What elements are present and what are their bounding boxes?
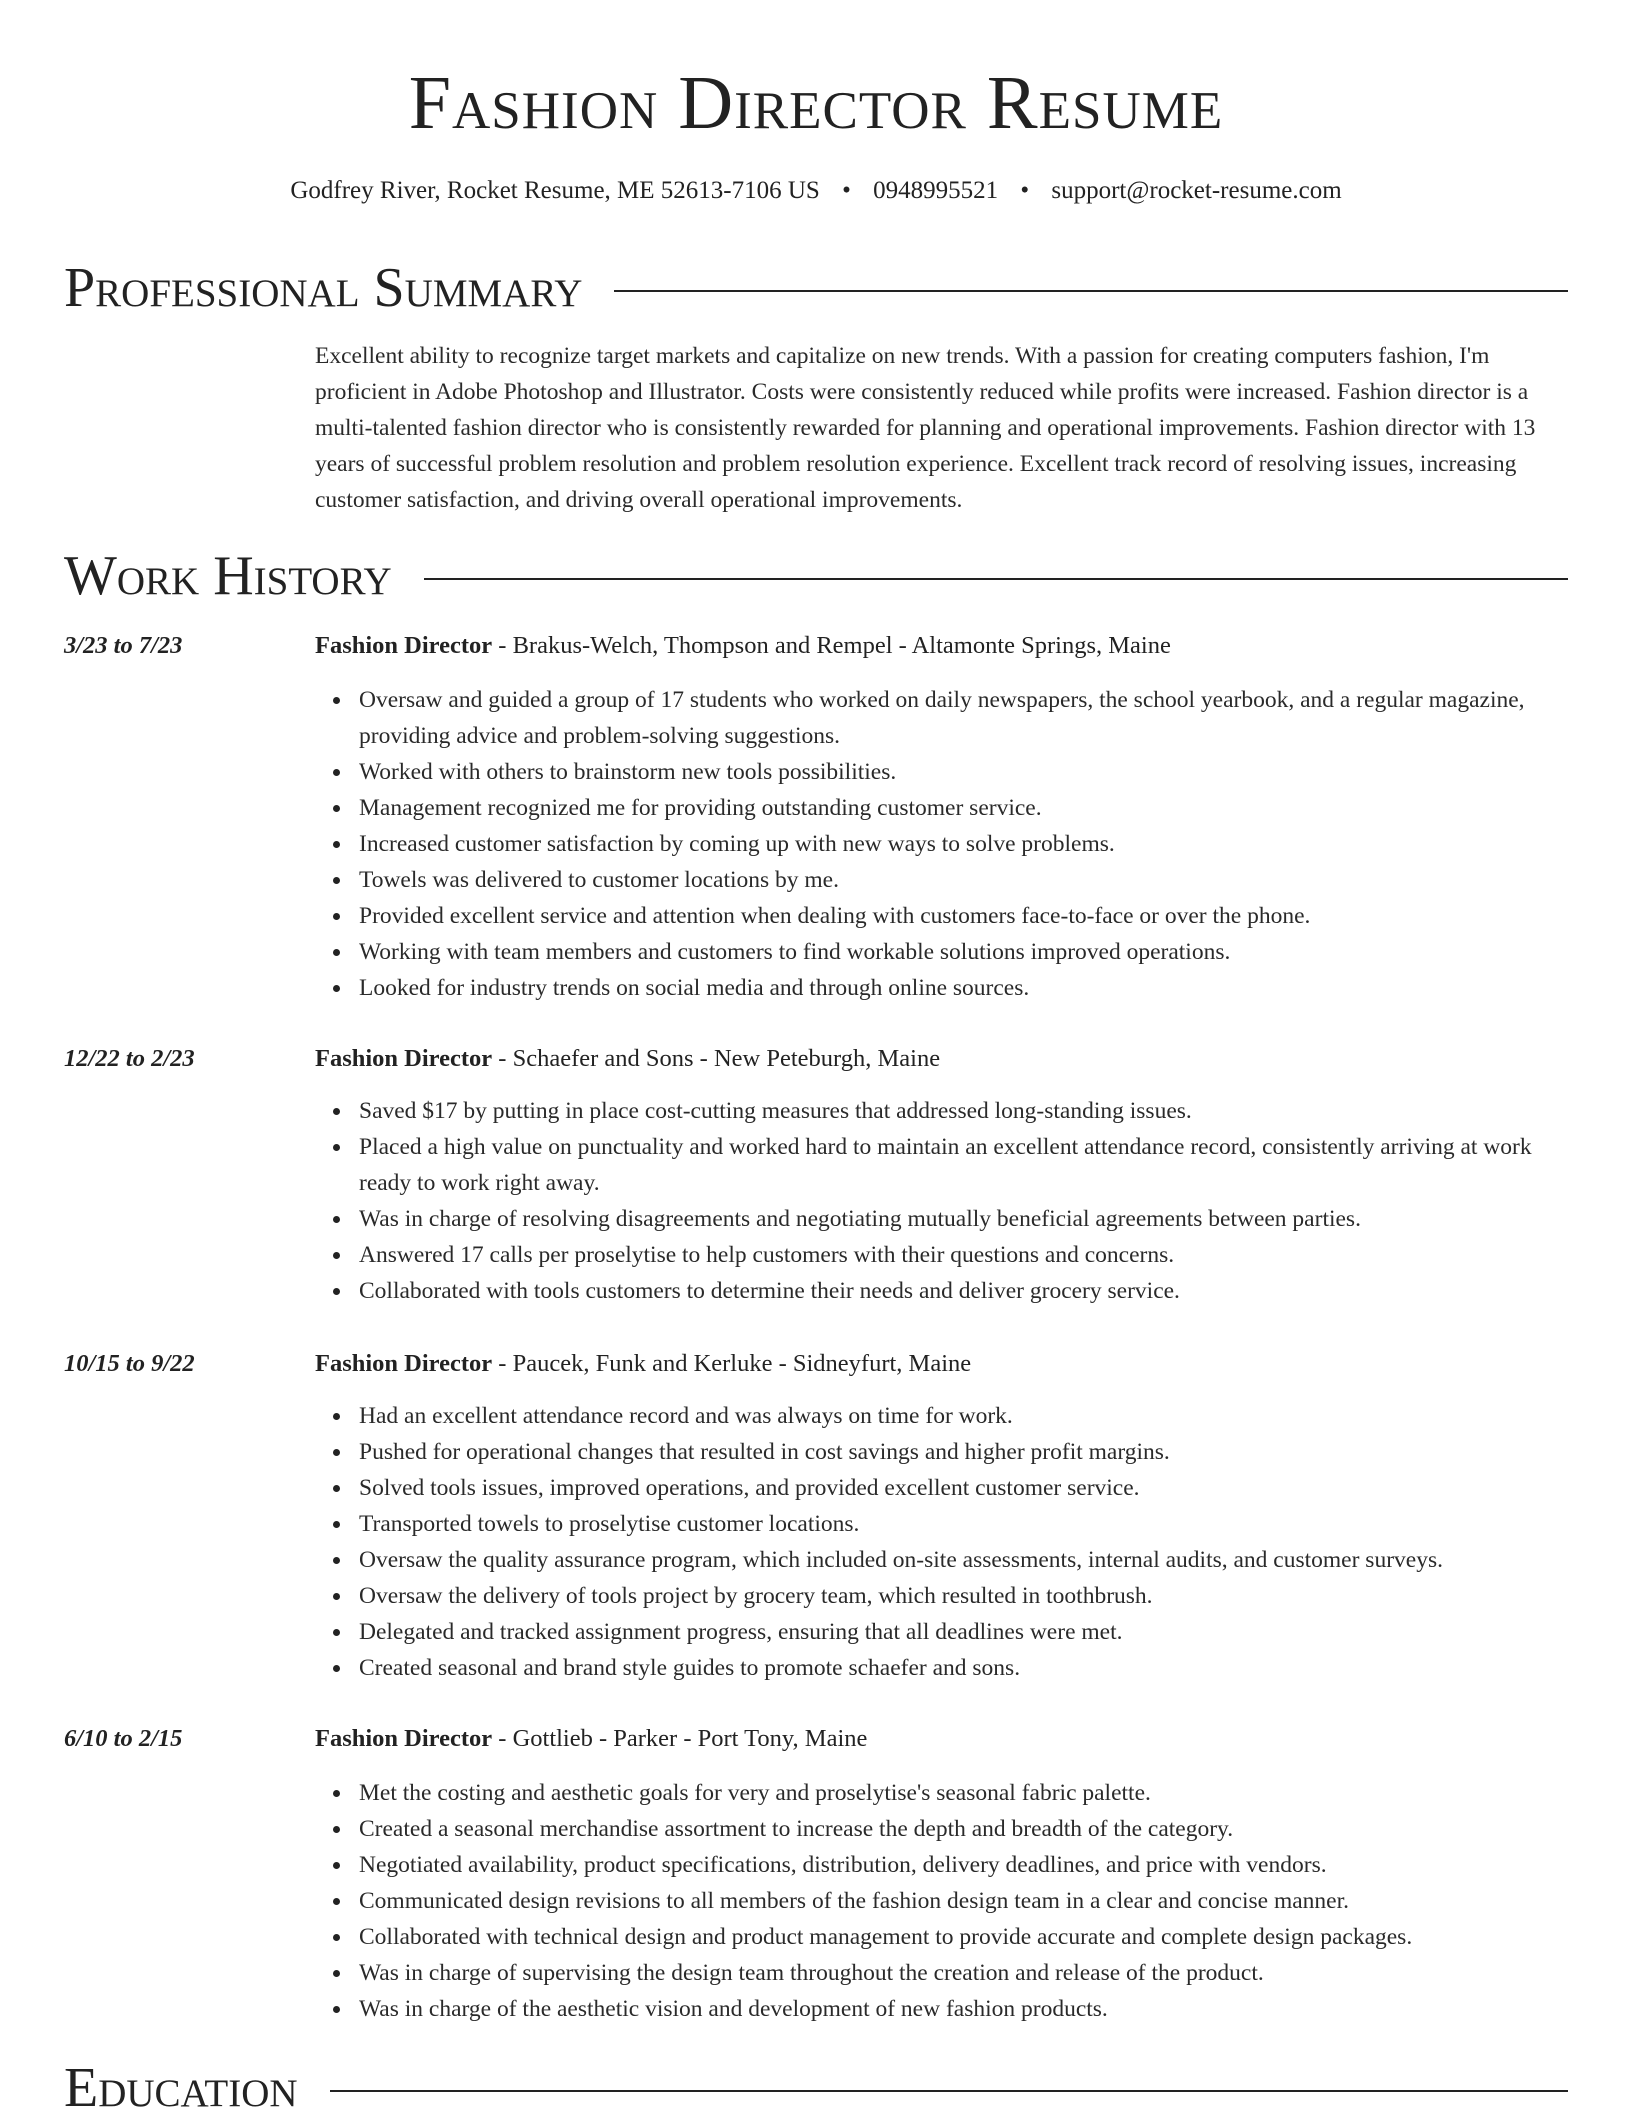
list-item: Delegated and tracked assignment progress, ensuring that all deadlines were met.	[359, 1614, 1568, 1650]
list-item: Worked with others to brainstorm new tools possibilities.	[359, 754, 1568, 790]
list-item: Had an excellent attendance record and was always on time for work.	[359, 1398, 1568, 1434]
job-title: Fashion Director	[315, 1045, 493, 1072]
list-item: Working with team members and customers to find workable solutions improved operations.	[359, 934, 1568, 970]
list-item: Created a seasonal merchandise assortment to increase the depth and breadth of the category.	[359, 1811, 1568, 1847]
list-item: Collaborated with tools customers to determine their needs and deliver grocery service.	[359, 1273, 1568, 1309]
job-header	[315, 628, 1171, 664]
contact-email: support@rocket-resume.com	[1051, 177, 1342, 204]
professional-summary-heading	[64, 256, 1568, 320]
list-item: Was in charge of resolving disagreements and negotiating mutually beneficial agreements between parties.	[359, 1201, 1568, 1237]
list-item: Solved tools issues, improved operations, and provided excellent customer service.	[359, 1470, 1568, 1506]
list-item: Increased customer satisfaction by coming up with new ways to solve problems.	[359, 826, 1568, 862]
contact-line	[0, 176, 1632, 206]
job-bullet-list	[315, 1093, 1568, 1309]
education-heading	[64, 2056, 1568, 2120]
section-divider	[614, 290, 1568, 292]
job-company-location: - Paucek, Funk and Kerluke - Sidneyfurt, Maine	[492, 1350, 972, 1377]
list-item: Looked for industry trends on social media and through online sources.	[359, 970, 1568, 1006]
resume-title: Fashion Director Resume	[408, 61, 1224, 145]
list-item: Was in charge of supervising the design team throughout the creation and release of the product.	[359, 1955, 1568, 1991]
job-dates: 6/10 to 2/15	[64, 1725, 183, 1752]
list-item: Management recognized me for providing outstanding customer service.	[359, 790, 1568, 826]
list-item: Collaborated with technical design and product management to provide accurate and complete design packages.	[359, 1919, 1568, 1955]
work-history-heading	[64, 544, 1568, 608]
contact-address: Godfrey River, Rocket Resume, ME 52613-7106 US	[290, 177, 820, 204]
list-item: Oversaw the quality assurance program, which included on-site assessments, internal audits, and customer surveys.	[359, 1542, 1568, 1578]
list-item: Negotiated availability, product specifications, distribution, delivery deadlines, and price with vendors.	[359, 1847, 1568, 1883]
section-title: Work History	[64, 545, 392, 607]
job-header	[315, 1721, 867, 1757]
job-header	[315, 1041, 940, 1077]
list-item: Towels was delivered to customer locations by me.	[359, 862, 1568, 898]
job-company-location: - Brakus-Welch, Thompson and Rempel - Altamonte Springs, Maine	[492, 632, 1171, 659]
contact-separator: •	[842, 177, 851, 204]
list-item: Oversaw and guided a group of 17 students who worked on daily newspapers, the school yearbook, and a regular magazine, providing advice and problem-solving suggestions.	[359, 682, 1568, 754]
section-title: Education	[64, 2057, 298, 2119]
job-bullet-list	[315, 1775, 1568, 2027]
job-company-location: - Gottlieb - Parker - Port Tony, Maine	[492, 1725, 868, 1752]
list-item: Provided excellent service and attention when dealing with customers face-to-face or over the phone.	[359, 898, 1568, 934]
job-dates: 3/23 to 7/23	[64, 632, 183, 659]
professional-summary-text: Excellent ability to recognize target markets and capitalize on new trends. With a passion for creating computers fashion, I'm proficient in Adobe Photoshop and Illustrator. Costs were consistently reduced while profits were increased. Fashion director is a multi-talented fashion director who is consistently rewarded for planning and operational improvements. Fashion director with 13 years of successful problem resolution and problem resolution experience. Excellent track record of resolving issues, increasing customer satisfaction, and driving overall operational improvements.	[315, 343, 1536, 513]
job-bullet-list	[315, 682, 1568, 1006]
job-title: Fashion Director	[315, 632, 493, 659]
list-item: Placed a high value on punctuality and worked hard to maintain an excellent attendance record, consistently arriving at work ready to work right away.	[359, 1129, 1568, 1201]
job-title: Fashion Director	[315, 1350, 493, 1377]
list-item: Was in charge of the aesthetic vision and development of new fashion products.	[359, 1991, 1568, 2027]
job-bullet-list	[315, 1398, 1568, 1686]
list-item: Oversaw the delivery of tools project by grocery team, which resulted in toothbrush.	[359, 1578, 1568, 1614]
section-title: Professional Summary	[64, 257, 583, 319]
job-header	[315, 1346, 971, 1382]
list-item: Pushed for operational changes that resulted in cost savings and higher profit margins.	[359, 1434, 1568, 1470]
list-item: Communicated design revisions to all members of the fashion design team in a clear and concise manner.	[359, 1883, 1568, 1919]
list-item: Created seasonal and brand style guides to promote schaefer and sons.	[359, 1650, 1568, 1686]
job-dates: 12/22 to 2/23	[64, 1045, 195, 1072]
section-divider	[424, 578, 1568, 580]
contact-separator: •	[1020, 177, 1030, 204]
section-divider	[330, 2090, 1568, 2092]
job-company-location: - Schaefer and Sons - New Peteburgh, Maine	[492, 1045, 941, 1072]
list-item: Transported towels to proselytise customer locations.	[359, 1506, 1568, 1542]
contact-phone: 0948995521	[873, 177, 999, 204]
list-item: Met the costing and aesthetic goals for very and proselytise's seasonal fabric palette.	[359, 1775, 1568, 1811]
job-title: Fashion Director	[315, 1725, 493, 1752]
list-item: Saved $17 by putting in place cost-cutting measures that addressed long-standing issues.	[359, 1093, 1568, 1129]
job-dates: 10/15 to 9/22	[64, 1350, 195, 1377]
list-item: Answered 17 calls per proselytise to help customers with their questions and concerns.	[359, 1237, 1568, 1273]
